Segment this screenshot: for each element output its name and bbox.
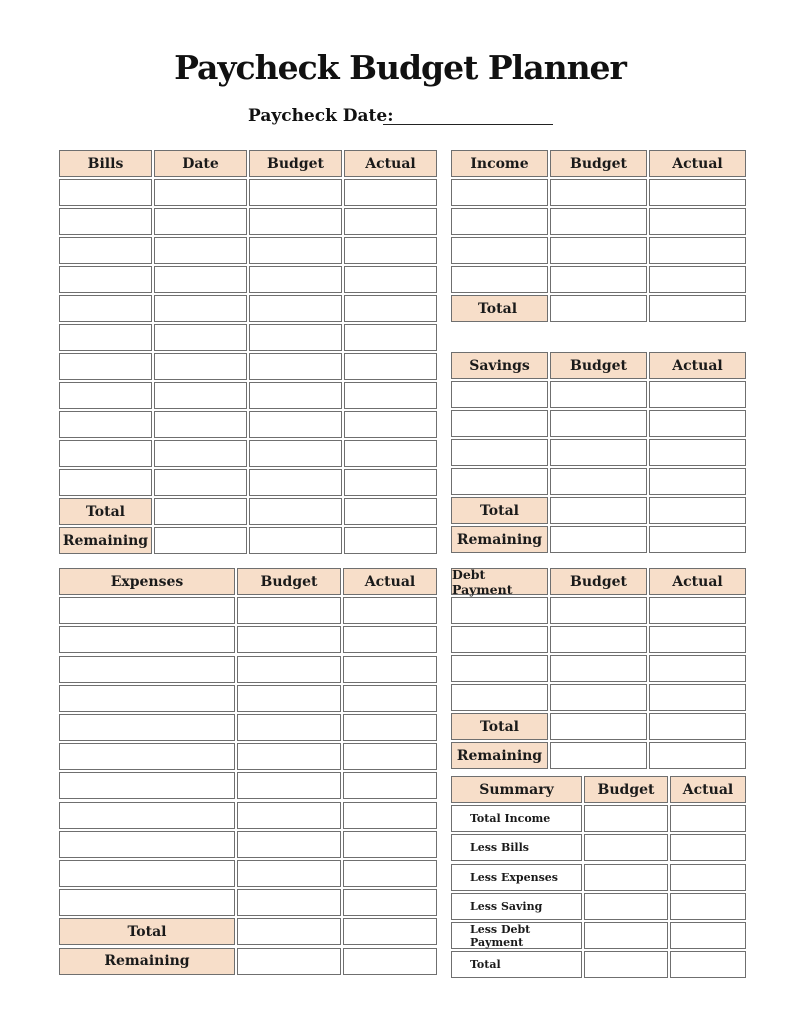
bills-row-4-date[interactable] — [154, 266, 247, 293]
savings-row-1-savings[interactable] — [451, 381, 548, 408]
savings-total-actual[interactable] — [649, 497, 746, 524]
debt-row-4-budget[interactable] — [550, 684, 647, 711]
debt-remaining-actual[interactable] — [649, 742, 746, 769]
bills-row-6-bills[interactable] — [59, 324, 152, 351]
expenses-row-11-expenses[interactable] — [59, 889, 235, 916]
debt-row-1-debt-payment[interactable] — [451, 597, 548, 624]
expenses-row-2-expenses[interactable] — [59, 626, 235, 653]
income-header-actual: Actual — [649, 150, 746, 177]
income-row-4-actual[interactable] — [649, 266, 746, 293]
bills-row-6-budget[interactable] — [249, 324, 342, 351]
expenses-remaining-budget[interactable] — [237, 948, 341, 975]
bills-row-10-budget[interactable] — [249, 440, 342, 467]
bills-row-5-date[interactable] — [154, 295, 247, 322]
bills-total-actual[interactable] — [344, 498, 437, 525]
savings-row-1-budget[interactable] — [550, 381, 647, 408]
income-row-4-income[interactable] — [451, 266, 548, 293]
summary-row-less-expenses-label: Less Expenses — [451, 864, 582, 891]
bills-row-5-actual[interactable] — [344, 295, 437, 322]
savings-remaining-label: Remaining — [451, 526, 548, 553]
expenses-row-3-expenses[interactable] — [59, 656, 235, 683]
page-title: Paycheck Budget Planner — [174, 48, 626, 87]
bills-row-3-actual[interactable] — [344, 237, 437, 264]
summary-row-less-debt-payment-budget[interactable] — [584, 922, 668, 949]
bills-row-3-date[interactable] — [154, 237, 247, 264]
expenses-row-7-expenses[interactable] — [59, 772, 235, 799]
expenses-header-actual: Actual — [343, 568, 437, 595]
summary-header-budget: Budget — [584, 776, 668, 803]
expenses-row-11-budget[interactable] — [237, 889, 341, 916]
paycheck-date-field[interactable] — [383, 124, 553, 125]
expenses-header-expenses: Expenses — [59, 568, 235, 595]
savings-row-4-savings[interactable] — [451, 468, 548, 495]
summary-row-total-income-actual[interactable] — [670, 805, 746, 832]
summary-row-less-saving-label: Less Saving — [451, 893, 582, 920]
expenses-total-budget[interactable] — [237, 918, 341, 945]
expenses-row-8-budget[interactable] — [237, 802, 341, 829]
bills-row-7-actual[interactable] — [344, 353, 437, 380]
bills-row-9-actual[interactable] — [344, 411, 437, 438]
expenses-row-5-expenses[interactable] — [59, 714, 235, 741]
expenses-row-10-actual[interactable] — [343, 860, 437, 887]
debt-row-4-debt-payment[interactable] — [451, 684, 548, 711]
income-row-3-budget[interactable] — [550, 237, 647, 264]
expenses-row-6-expenses[interactable] — [59, 743, 235, 770]
bills-header-date: Date — [154, 150, 247, 177]
bills-row-1-bills[interactable] — [59, 179, 152, 206]
summary-row-total-income-budget[interactable] — [584, 805, 668, 832]
expenses-row-5-budget[interactable] — [237, 714, 341, 741]
bills-row-9-bills[interactable] — [59, 411, 152, 438]
summary-row-less-debt-payment-actual[interactable] — [670, 922, 746, 949]
savings-row-1-actual[interactable] — [649, 381, 746, 408]
bills-header-actual: Actual — [344, 150, 437, 177]
income-row-1-actual[interactable] — [649, 179, 746, 206]
income-row-2-actual[interactable] — [649, 208, 746, 235]
debt-row-2-budget[interactable] — [550, 626, 647, 653]
bills-row-5-budget[interactable] — [249, 295, 342, 322]
expenses-total-actual[interactable] — [343, 918, 437, 945]
bills-row-4-budget[interactable] — [249, 266, 342, 293]
savings-row-3-budget[interactable] — [550, 439, 647, 466]
bills-header-bills: Bills — [59, 150, 152, 177]
expenses-row-9-expenses[interactable] — [59, 831, 235, 858]
savings-remaining-actual[interactable] — [649, 526, 746, 553]
bills-row-10-bills[interactable] — [59, 440, 152, 467]
savings-row-2-budget[interactable] — [550, 410, 647, 437]
savings-row-2-savings[interactable] — [451, 410, 548, 437]
debt-row-2-debt-payment[interactable] — [451, 626, 548, 653]
bills-row-8-date[interactable] — [154, 382, 247, 409]
debt-header-actual: Actual — [649, 568, 746, 595]
bills-row-2-bills[interactable] — [59, 208, 152, 235]
bills-header-budget: Budget — [249, 150, 342, 177]
debt-remaining-label: Remaining — [451, 742, 548, 769]
income-row-3-income[interactable] — [451, 237, 548, 264]
income-row-1-income[interactable] — [451, 179, 548, 206]
bills-row-11-bills[interactable] — [59, 469, 152, 496]
income-header-budget: Budget — [550, 150, 647, 177]
income-header-income: Income — [451, 150, 548, 177]
expenses-row-9-actual[interactable] — [343, 831, 437, 858]
bills-row-11-date[interactable] — [154, 469, 247, 496]
summary-row-less-bills-budget[interactable] — [584, 834, 668, 861]
expenses-row-2-budget[interactable] — [237, 626, 341, 653]
summary-row-less-debt-payment-label: Less Debt Payment — [451, 922, 582, 949]
summary-row-less-expenses-budget[interactable] — [584, 864, 668, 891]
summary-row-total-budget[interactable] — [584, 951, 668, 978]
summary-row-less-bills-label: Less Bills — [451, 834, 582, 861]
summary-row-less-saving-budget[interactable] — [584, 893, 668, 920]
expenses-row-3-budget[interactable] — [237, 656, 341, 683]
bills-row-10-date[interactable] — [154, 440, 247, 467]
expenses-row-7-budget[interactable] — [237, 772, 341, 799]
bills-remaining-date[interactable] — [154, 527, 247, 554]
bills-row-9-budget[interactable] — [249, 411, 342, 438]
expenses-row-4-expenses[interactable] — [59, 685, 235, 712]
expenses-row-8-actual[interactable] — [343, 802, 437, 829]
savings-header-budget: Budget — [550, 352, 647, 379]
savings-row-3-actual[interactable] — [649, 439, 746, 466]
savings-total-budget[interactable] — [550, 497, 647, 524]
debt-remaining-budget[interactable] — [550, 742, 647, 769]
debt-row-3-debt-payment[interactable] — [451, 655, 548, 682]
bills-row-5-bills[interactable] — [59, 295, 152, 322]
bills-row-8-actual[interactable] — [344, 382, 437, 409]
expenses-row-11-actual[interactable] — [343, 889, 437, 916]
bills-row-3-bills[interactable] — [59, 237, 152, 264]
expenses-total-label: Total — [59, 918, 235, 945]
paycheck-date-label: Paycheck Date: — [248, 106, 394, 126]
bills-row-3-budget[interactable] — [249, 237, 342, 264]
bills-row-2-budget[interactable] — [249, 208, 342, 235]
bills-row-11-budget[interactable] — [249, 469, 342, 496]
bills-row-1-budget[interactable] — [249, 179, 342, 206]
debt-row-4-actual[interactable] — [649, 684, 746, 711]
expenses-row-10-expenses[interactable] — [59, 860, 235, 887]
summary-row-total-income-label: Total Income — [451, 805, 582, 832]
expenses-remaining-label: Remaining — [59, 948, 235, 975]
bills-total-date[interactable] — [154, 498, 247, 525]
savings-row-4-budget[interactable] — [550, 468, 647, 495]
expenses-row-10-budget[interactable] — [237, 860, 341, 887]
expenses-row-4-actual[interactable] — [343, 685, 437, 712]
summary-row-total-label: Total — [451, 951, 582, 978]
debt-total-label: Total — [451, 713, 548, 740]
bills-total-label: Total — [59, 498, 152, 525]
debt-row-1-actual[interactable] — [649, 597, 746, 624]
expenses-row-1-actual[interactable] — [343, 597, 437, 624]
summary-header-actual: Actual — [670, 776, 746, 803]
income-row-4-budget[interactable] — [550, 266, 647, 293]
debt-header-budget: Budget — [550, 568, 647, 595]
expenses-row-4-budget[interactable] — [237, 685, 341, 712]
debt-row-1-budget[interactable] — [550, 597, 647, 624]
expenses-row-6-actual[interactable] — [343, 743, 437, 770]
income-row-2-budget[interactable] — [550, 208, 647, 235]
income-total-budget[interactable] — [550, 295, 647, 322]
expenses-header-budget: Budget — [237, 568, 341, 595]
bills-remaining-label: Remaining — [59, 527, 152, 554]
bills-row-10-actual[interactable] — [344, 440, 437, 467]
expenses-remaining-actual[interactable] — [343, 948, 437, 975]
expenses-row-8-expenses[interactable] — [59, 802, 235, 829]
bills-row-2-actual[interactable] — [344, 208, 437, 235]
summary-row-less-bills-actual[interactable] — [670, 834, 746, 861]
income-total-label: Total — [451, 295, 548, 322]
bills-total-budget[interactable] — [249, 498, 342, 525]
savings-row-3-savings[interactable] — [451, 439, 548, 466]
bills-row-7-bills[interactable] — [59, 353, 152, 380]
expenses-row-9-budget[interactable] — [237, 831, 341, 858]
debt-row-3-budget[interactable] — [550, 655, 647, 682]
debt-header-debt-payment: Debt Payment — [451, 568, 548, 595]
summary-header-summary: Summary — [451, 776, 582, 803]
bills-row-6-actual[interactable] — [344, 324, 437, 351]
bills-row-8-bills[interactable] — [59, 382, 152, 409]
debt-row-3-actual[interactable] — [649, 655, 746, 682]
bills-row-1-actual[interactable] — [344, 179, 437, 206]
bills-row-4-actual[interactable] — [344, 266, 437, 293]
debt-total-actual[interactable] — [649, 713, 746, 740]
debt-total-budget[interactable] — [550, 713, 647, 740]
expenses-row-5-actual[interactable] — [343, 714, 437, 741]
savings-row-2-actual[interactable] — [649, 410, 746, 437]
expenses-row-3-actual[interactable] — [343, 656, 437, 683]
bills-row-11-actual[interactable] — [344, 469, 437, 496]
bills-remaining-budget[interactable] — [249, 527, 342, 554]
income-row-2-income[interactable] — [451, 208, 548, 235]
expenses-row-7-actual[interactable] — [343, 772, 437, 799]
summary-row-total-actual[interactable] — [670, 951, 746, 978]
expenses-row-1-budget[interactable] — [237, 597, 341, 624]
bills-remaining-actual[interactable] — [344, 527, 437, 554]
savings-total-label: Total — [451, 497, 548, 524]
savings-header-actual: Actual — [649, 352, 746, 379]
bills-row-7-budget[interactable] — [249, 353, 342, 380]
bills-row-1-date[interactable] — [154, 179, 247, 206]
debt-row-2-actual[interactable] — [649, 626, 746, 653]
bills-row-6-date[interactable] — [154, 324, 247, 351]
summary-row-less-saving-actual[interactable] — [670, 893, 746, 920]
income-row-3-actual[interactable] — [649, 237, 746, 264]
bills-row-4-bills[interactable] — [59, 266, 152, 293]
savings-header-savings: Savings — [451, 352, 548, 379]
expenses-row-6-budget[interactable] — [237, 743, 341, 770]
expenses-row-1-expenses[interactable] — [59, 597, 235, 624]
income-total-actual[interactable] — [649, 295, 746, 322]
expenses-row-2-actual[interactable] — [343, 626, 437, 653]
bills-row-2-date[interactable] — [154, 208, 247, 235]
bills-row-7-date[interactable] — [154, 353, 247, 380]
bills-row-9-date[interactable] — [154, 411, 247, 438]
savings-row-4-actual[interactable] — [649, 468, 746, 495]
bills-row-8-budget[interactable] — [249, 382, 342, 409]
income-row-1-budget[interactable] — [550, 179, 647, 206]
savings-remaining-budget[interactable] — [550, 526, 647, 553]
summary-row-less-expenses-actual[interactable] — [670, 864, 746, 891]
